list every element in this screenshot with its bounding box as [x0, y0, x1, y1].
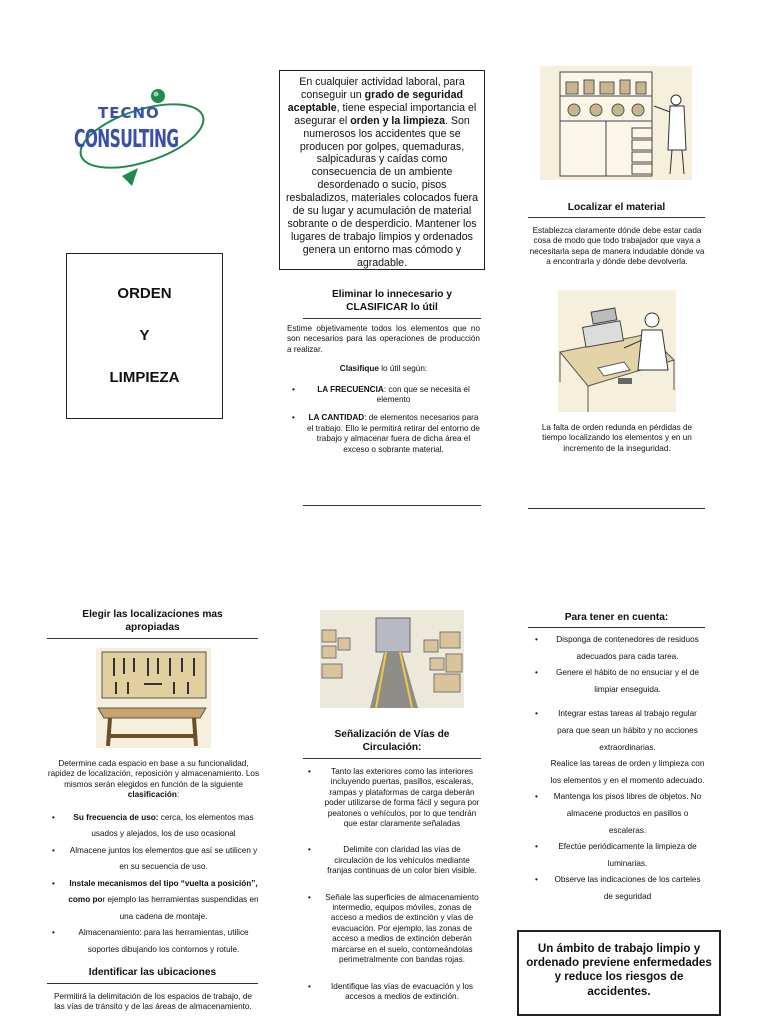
workbench-drawing: [96, 648, 211, 748]
list-item: • Almacene juntos los elementos que así se utilicen y en su secuencia de uso.: [47, 843, 260, 876]
localizar-heading: Localizar el material: [528, 201, 705, 218]
list-item: • Tanto las exteriores como las interiores incluyendo puertas, pasillos, escaleras, rampas y plataformas de carga deberán poder utilizarse de forma fácil y segura por peatones o vehículos, por lo que tendrán que estar claramente señaladas: [303, 767, 481, 829]
tener-list-1: [530, 632, 705, 756]
intro-text-1: En cualquier actividad laboral, para conseguir un: [299, 76, 465, 101]
localizar-paragraph-2: La falta de orden redunda en pérdidas de tiempo localizando los elementos y en un incremento de la inseguridad.: [541, 423, 693, 453]
clasifique-bold: Clasifique: [339, 364, 379, 374]
vuelta-posicion-bold: Instale mecanismos del tipo “vuelta a posición”, como po: [68, 878, 258, 905]
list-item: • Genere el hábito de no ensuciar y el de limpiar enseguida.: [530, 665, 705, 698]
warehouse-illustration: [320, 610, 464, 708]
title-box: [66, 253, 223, 419]
list-item: • Almacenamiento: para las herramientas, utilice soportes dibujando los contornos y rotule.: [47, 925, 260, 958]
cantidad-bold: LA CANTIDAD: [308, 413, 365, 423]
logo-text-consulting: CONSULTING: [74, 124, 179, 153]
cabinet-illustration: [540, 66, 692, 180]
desk-drawing: [558, 290, 676, 412]
senalizacion-list: [303, 767, 481, 1002]
elegir-paragraph: [47, 759, 260, 801]
eliminar-paragraph: Estime objetivamente todos los elementos que no son necesarios para las operaciones de producción a realizar.: [287, 324, 480, 354]
title-orden: ORDEN: [117, 285, 172, 302]
intro-bold-1: grado de seguridad aceptable: [287, 88, 463, 114]
elegir-heading: Elegir las localizaciones mas apropiadas: [47, 608, 258, 639]
divider: [528, 508, 705, 509]
vuelta-posicion-text: r ejemplo las herramientas suspendidas en una cadena de montaje.: [102, 895, 259, 921]
desk-illustration: [558, 290, 676, 412]
elegir-list: [47, 810, 260, 959]
elegir-colon: :: [176, 790, 180, 800]
intro-box: [279, 70, 485, 270]
tener-list-2: [530, 789, 705, 905]
eliminar-body: [287, 324, 480, 455]
warehouse-drawing: [320, 610, 464, 708]
list-item: • Delimite con claridad las vías de circulación de los vehículos mediante franjas continuas de un color bien visible.: [303, 845, 481, 876]
divider: [303, 505, 481, 506]
identificar-heading: Identificar las ubicaciones: [47, 966, 258, 984]
intro-bold-2: orden y la limpieza: [350, 114, 445, 127]
elegir-text: Determine cada espacio en base a su funcionalidad, rapidez de localización, reposición y almacenamiento. Los mismos serán elegidos en función de la siguiente: [47, 759, 260, 789]
final-message-box: Un ámbito de trabajo limpio y ordenado previene enfermedades y reduce los riesgos de accidentes.: [517, 930, 721, 1016]
elegir-body: [47, 759, 260, 958]
tener-body: [530, 632, 705, 906]
localizar-paragraph-1: Establezca claramente dónde debe estar cada cosa de modo que todo trabajador que vaya a necesitarla sepa de manera indudable dónde va a encontrarla y dónde debe devolverla.: [529, 226, 705, 267]
cabinet-drawing: [540, 66, 692, 180]
elegir-bold: clasificación: [127, 790, 177, 800]
title-y: Y: [139, 327, 150, 344]
eliminar-heading: Eliminar lo innecesario y CLASIFICAR lo útil: [303, 288, 481, 319]
tener-paragraph: Realice las tareas de orden y limpieza con los elementos y en el momento adecuado.: [550, 759, 705, 785]
frecuencia-text: : con que se necesita el elemento: [376, 384, 470, 405]
intro-text-3: . Son numerosos los accidentes que se producen por golpes, quemaduras, salpicaduras y caídas como consecuencia de un ambiente desordenado o sucio, pisos resbaladizos, materiales colocados fuera de su lugar y acumulación de material sobrante o de desperdicio. Mantener los lugares de trabajo limpios y ordenados genera un entorno mas cómodo y agradable.: [286, 114, 478, 269]
frecuencia-uso-text: cerca, los elementos mas usados y alejados, los de uso ocasional: [91, 812, 254, 839]
clasifique-line: [287, 364, 480, 374]
list-item: • Efectúe periódicamente la limpieza de luminarias.: [530, 839, 705, 872]
list-item: [47, 810, 260, 843]
logo: [70, 84, 220, 192]
clasifique-rest: lo útil según:: [378, 364, 428, 374]
list-item: • Mantenga los pisos libres de objetos. No almacene productos en pasillos o escaleras.: [530, 789, 705, 839]
list-item: [47, 876, 260, 926]
list-item: • Observe las indicaciones de los carteles de seguridad: [530, 872, 705, 905]
list-item: • Integrar estas tareas al trabajo regular para que sean un hábito y no acciones extraordinarias.: [530, 706, 705, 756]
workbench-illustration: [96, 648, 211, 748]
identificar-paragraph: Permitirá la delimitación de los espacios de trabajo, de las vías de tránsito y de las áreas de almacenamiento.: [54, 992, 252, 1012]
list-item: • Identifique las vías de evacuación y los accesos a medios de extinción.: [303, 982, 481, 1003]
cantidad-text: : de elementos necesarios para el trabajo. Ello le permitirá retirar del entorno de trabajo y almacenar fuera de dicha área el exceso o sobrante material.: [307, 413, 480, 454]
list-item: [287, 385, 480, 406]
list-item: • Disponga de contenedores de residuos adecuados para cada tarea.: [530, 632, 705, 665]
senalizacion-heading: Señalización de Vías de Circulación:: [303, 728, 481, 759]
eliminar-list: [287, 385, 480, 455]
title-limpieza: LIMPIEZA: [109, 369, 180, 386]
frecuencia-bold: LA FRECUENCIA: [317, 384, 384, 394]
intro-text-2: , tiene especial importancia el asegurar el: [294, 101, 477, 127]
logo-text-tecno: TECNO: [98, 104, 160, 122]
list-item: [287, 413, 480, 455]
frecuencia-uso-bold: Su frecuencia de uso:: [73, 812, 159, 822]
tener-heading: Para tener en cuenta:: [528, 611, 705, 628]
list-item: • Señale las superficies de almacenamiento intermedio, equipos móviles, zonas de acceso a medios de extinción y vías de evacuación. Por ejemplo, las zonas de acceso a medios de extinción deberán marcarse en el suelo, contorneándolas perimetralmente con bandas rojas.: [303, 893, 481, 966]
